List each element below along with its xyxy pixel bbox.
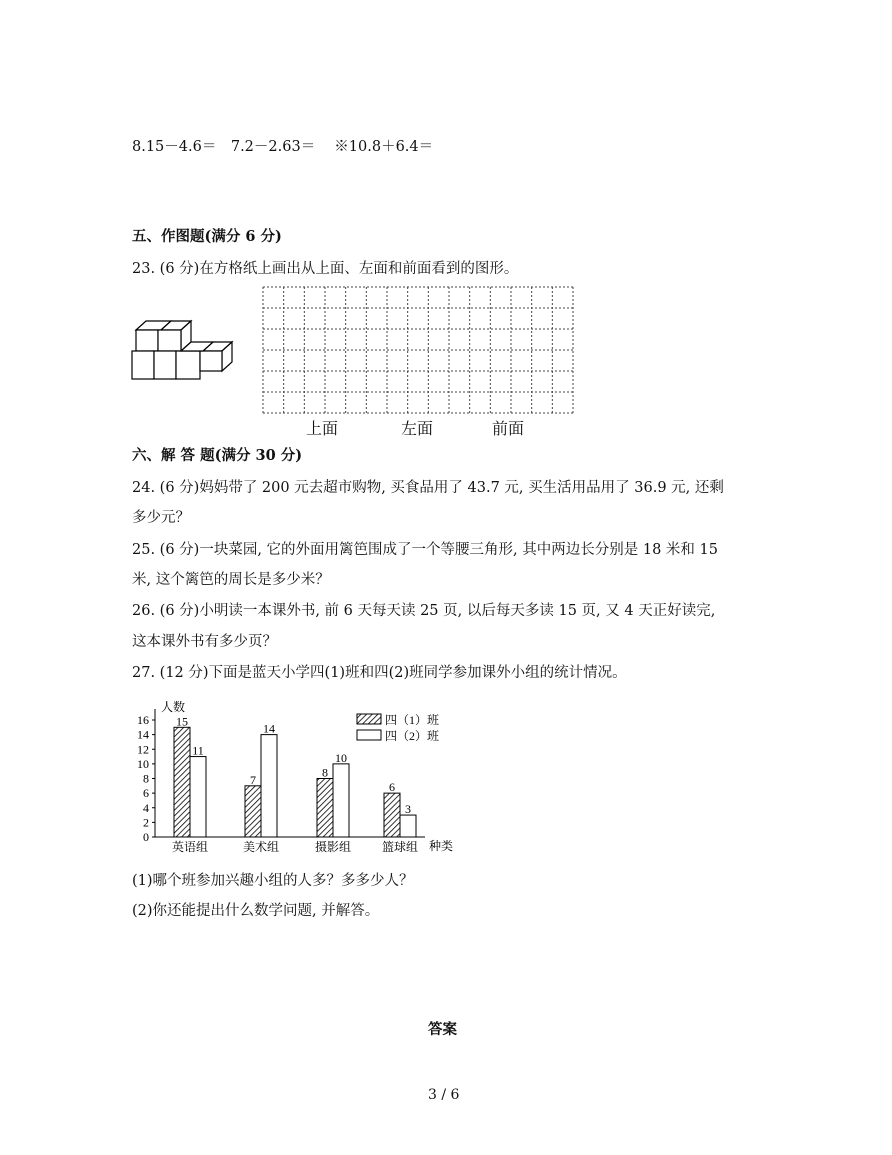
question-27-sub2: (2)你还能提出什么数学问题, 并解答。 <box>132 903 380 919</box>
question-25-line2: 米, 这个篱笆的周长是多少米？ <box>132 572 330 588</box>
question-24-line1: 24. (6 分)妈妈带了 200 元去超市购物, 买食品用了 43.7 元, 买生活用品用了 36.9 元, 还剩 <box>132 480 724 496</box>
y-tick-label: 12 <box>137 742 149 757</box>
y-tick-label: 16 <box>137 713 149 727</box>
y-tick-label: 10 <box>137 756 149 771</box>
category-label: 篮球组 <box>381 840 419 854</box>
bar-value-label: 14 <box>263 721 275 736</box>
question-26-line2: 这本课外书有多少页？ <box>132 634 277 650</box>
bar-value-label: 7 <box>250 772 256 787</box>
section5-heading: 五、作图题(满分 6 分) <box>132 228 282 245</box>
legend-label: 四（1）班 <box>385 713 440 727</box>
category-label: 摄影组 <box>314 840 352 854</box>
category-label: 美术组 <box>242 840 280 854</box>
view-label-top: 上面 <box>306 419 339 438</box>
y-axis-label: 人数 <box>161 700 186 714</box>
bar-2-篮球组 <box>400 815 416 837</box>
y-tick-label: 2 <box>143 815 149 830</box>
y-tick-label: 8 <box>143 771 149 786</box>
dotted-grid-paper[interactable] <box>262 286 574 414</box>
y-tick-label: 0 <box>143 830 149 844</box>
category-label: 英语组 <box>171 840 209 854</box>
bar-2-摄影组 <box>333 764 349 837</box>
bar-1-英语组 <box>174 727 190 837</box>
view-label-left: 左面 <box>401 419 434 438</box>
question-24-line2: 多少元？ <box>132 510 190 526</box>
y-tick-label: 4 <box>143 800 149 815</box>
question-26-line1: 26. (6 分)小明读一本课外书, 前 6 天每天读 25 页, 以后每天多读 15 页, 又 4 天正好读完, <box>132 603 716 619</box>
legend-swatch <box>357 730 381 740</box>
bar-value-label: 10 <box>335 750 347 765</box>
bar-chart <box>125 695 470 860</box>
section6-heading: 六、解 答 题(满分 30 分) <box>132 447 303 464</box>
view-label-front: 前面 <box>492 419 525 438</box>
y-tick-label: 14 <box>137 727 149 742</box>
bar-1-篮球组 <box>384 793 400 837</box>
question-25-line1: 25. (6 分)一块菜园, 它的外面用篱笆围成了一个等腰三角形, 其中两边长分别是 18 米和 15 <box>132 542 718 558</box>
question-27: 27. (12 分)下面是蓝天小学四(1)班和四(2)班同学参加课外小组的统计情况。 <box>132 665 627 681</box>
bar-value-label: 3 <box>405 802 411 817</box>
bar-1-美术组 <box>245 786 261 837</box>
question-27-sub1: (1)哪个班参加兴趣小组的人多？多多少人？ <box>132 873 414 889</box>
page-number: 3 / 6 <box>428 1087 460 1103</box>
legend-label: 四（2）班 <box>385 729 440 743</box>
bar-value-label: 8 <box>322 765 328 780</box>
question-23: 23. (6 分)在方格纸上画出从上面、左面和前面看到的图形。 <box>132 261 519 277</box>
calc-line: 8.15－4.6＝ 7.2－2.63＝ ※10.8＋6.4＝ <box>132 139 434 155</box>
cube-figure <box>128 318 238 384</box>
answer-heading: 答案 <box>428 1021 457 1038</box>
bar-value-label: 6 <box>389 780 395 795</box>
x-axis-label: 种类 <box>429 839 454 853</box>
bar-2-英语组 <box>190 757 206 837</box>
legend-swatch <box>357 714 381 724</box>
bar-value-label: 15 <box>176 714 188 729</box>
y-tick-label: 6 <box>143 786 149 801</box>
bar-2-美术组 <box>261 735 277 837</box>
bar-value-label: 11 <box>192 743 204 758</box>
bar-1-摄影组 <box>317 779 333 838</box>
